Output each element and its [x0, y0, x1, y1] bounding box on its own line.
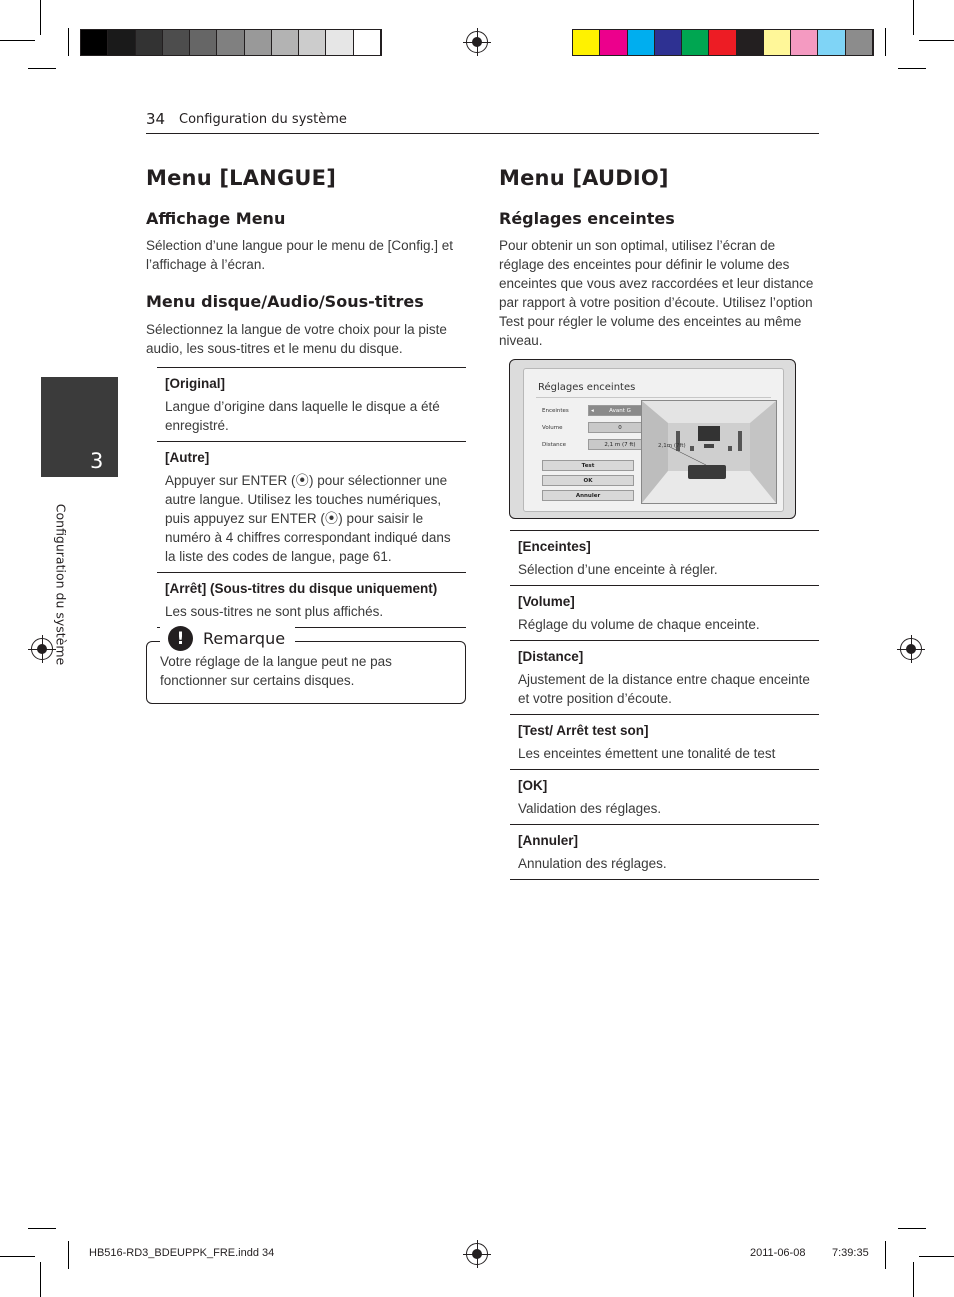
- color-swatch: [272, 30, 299, 55]
- crop-mark: [885, 28, 886, 56]
- option-row: [510, 714, 819, 769]
- crop-mark: [885, 1241, 886, 1269]
- color-swatch: [791, 30, 818, 55]
- test-button[interactable]: Test: [542, 460, 634, 471]
- crop-mark: [28, 1228, 56, 1229]
- option-term: [Arrêt] (Sous-titres du disque uniquement): [165, 581, 438, 596]
- color-swatch: [573, 30, 600, 55]
- speaker-settings-screenshot: [509, 359, 796, 519]
- color-swatch: [190, 30, 217, 55]
- option-desc: Appuyer sur ENTER (⦿) pour sélectionner une autre langue. Utilisez les touches numériques, puis appuyez sur ENTER (⦿) pour saisir le numéro à 4 chiffres correspondant indiqué dans la liste des codes de langue, page 61.: [165, 473, 451, 564]
- option-term: [Volume]: [518, 594, 575, 609]
- option-row: [510, 640, 819, 714]
- option-desc: Validation des réglages.: [518, 801, 662, 816]
- exclamation-icon: !: [168, 626, 193, 651]
- arrow-left-icon[interactable]: ◂: [591, 408, 594, 414]
- room-illustration: [642, 401, 776, 503]
- chapter-tab: [41, 377, 118, 477]
- left-s1-text: Sélection d’une langue pour le menu de [Config.] et l’affichage à l’écran.: [146, 238, 453, 272]
- left-s2-heading: Menu disque/Audio/Sous-titres: [146, 292, 424, 311]
- footer-time: 7:39:35: [832, 1247, 869, 1259]
- registration-mark-icon: [900, 638, 922, 660]
- chapter-label: Configuration du système: [53, 503, 69, 666]
- color-swatch: [245, 30, 272, 55]
- color-swatch: [299, 30, 326, 55]
- chapter-number: 3: [90, 449, 104, 473]
- right-s1-text: Pour obtenir un son optimal, utilisez l’écran de réglage des enceintes pour définir le volume des enceintes que vous avez raccordées et leur distance par rapport à votre position d’écoute. Utilisez l’option Test pour régler le volume des enceintes au même niveau.: [499, 238, 814, 348]
- screen-row-label: Volume: [542, 425, 563, 431]
- audio-options-table: [510, 530, 819, 880]
- color-swatch: [81, 30, 108, 55]
- crop-mark: [898, 1228, 926, 1229]
- registration-mark-icon: [466, 1243, 488, 1265]
- screen-row-label: Distance: [542, 442, 567, 448]
- option-term: [Original]: [165, 376, 225, 391]
- crop-mark: [913, 1262, 914, 1297]
- speaker-value: Avant G: [609, 408, 631, 414]
- ok-button[interactable]: OK: [542, 475, 634, 486]
- option-row: [510, 824, 819, 880]
- crop-mark: [898, 68, 926, 69]
- crop-mark: [919, 1256, 954, 1257]
- page-number: 34: [146, 110, 166, 128]
- room-distance-label: 2,1m (7ft): [658, 443, 686, 449]
- distance-value[interactable]: 2,1 m (7 ft): [588, 439, 652, 450]
- screen-divider: [536, 397, 771, 398]
- color-swatch: [818, 30, 845, 55]
- left-s2-text: Sélectionnez la langue de votre choix pour la piste audio, les sous-titres et le menu du disque.: [146, 322, 447, 356]
- screen-row-label: Enceintes: [542, 408, 569, 414]
- left-title: Menu [LANGUE]: [146, 166, 336, 190]
- room-diagram: [641, 400, 777, 504]
- color-swatch: [628, 30, 655, 55]
- option-term: [Autre]: [165, 450, 210, 465]
- registration-mark-icon: [31, 638, 53, 660]
- crop-mark: [919, 40, 954, 41]
- footer-file: HB516-RD3_BDEUPPK_FRE.indd 34: [89, 1247, 275, 1259]
- color-swatch: [709, 30, 736, 55]
- volume-value[interactable]: 0: [588, 422, 652, 433]
- option-desc: Les enceintes émettent une tonalité de test: [518, 746, 776, 761]
- option-desc: Annulation des réglages.: [518, 856, 667, 871]
- left-s1-heading: Affichage Menu: [146, 209, 286, 228]
- option-row: [157, 441, 466, 572]
- option-desc: Langue d’origine dans laquelle le disque a été enregistré.: [165, 399, 440, 433]
- color-swatch: [846, 30, 873, 55]
- right-title: Menu [AUDIO]: [499, 166, 669, 190]
- crop-mark: [0, 40, 35, 41]
- right-s1-heading: Réglages enceintes: [499, 209, 675, 228]
- section-title: Configuration du système: [179, 112, 347, 127]
- color-swatch: [217, 30, 244, 55]
- color-swatch: [326, 30, 353, 55]
- grayscale-bar: [80, 29, 382, 56]
- crop-mark: [0, 1256, 35, 1257]
- language-options-table: [157, 367, 466, 628]
- color-swatch: [655, 30, 682, 55]
- cancel-button[interactable]: Annuler: [542, 490, 634, 501]
- color-swatch: [737, 30, 764, 55]
- crop-mark: [68, 28, 69, 56]
- note-header: [160, 626, 295, 651]
- color-swatch: [682, 30, 709, 55]
- option-term: [Annuler]: [518, 833, 578, 848]
- crop-mark: [913, 0, 914, 35]
- option-desc: Les sous-titres ne sont plus affichés.: [165, 604, 384, 619]
- option-row: [510, 769, 819, 824]
- color-swatch: [163, 30, 190, 55]
- option-term: [Enceintes]: [518, 539, 591, 554]
- option-desc: Ajustement de la distance entre chaque enceinte et votre position d’écoute.: [518, 672, 810, 706]
- color-swatch: [354, 30, 381, 55]
- color-bar: [572, 29, 874, 56]
- option-term: [Distance]: [518, 649, 584, 664]
- crop-mark: [40, 1262, 41, 1297]
- option-row: [157, 572, 466, 628]
- registration-mark-icon: [466, 31, 488, 53]
- header-rule: [146, 133, 819, 134]
- option-term: [Test/ Arrêt test son]: [518, 723, 649, 738]
- footer-date: 2011-06-08: [750, 1247, 806, 1259]
- option-row: [510, 530, 819, 585]
- crop-mark: [28, 68, 56, 69]
- screen-panel: [523, 368, 784, 512]
- screen-title: Réglages enceintes: [538, 382, 636, 393]
- color-swatch: [600, 30, 627, 55]
- option-row: [510, 585, 819, 640]
- note-title: Remarque: [203, 629, 286, 648]
- color-swatch: [764, 30, 791, 55]
- color-swatch: [136, 30, 163, 55]
- note-text: Votre réglage de la langue peut ne pas fonctionner sur certains disques.: [160, 654, 392, 688]
- crop-mark: [40, 0, 41, 35]
- color-swatch: [108, 30, 135, 55]
- crop-mark: [68, 1241, 69, 1269]
- option-desc: Sélection d’une enceinte à régler.: [518, 562, 718, 577]
- option-term: [OK]: [518, 778, 548, 793]
- option-row: [157, 367, 466, 441]
- option-desc: Réglage du volume de chaque enceinte.: [518, 617, 760, 632]
